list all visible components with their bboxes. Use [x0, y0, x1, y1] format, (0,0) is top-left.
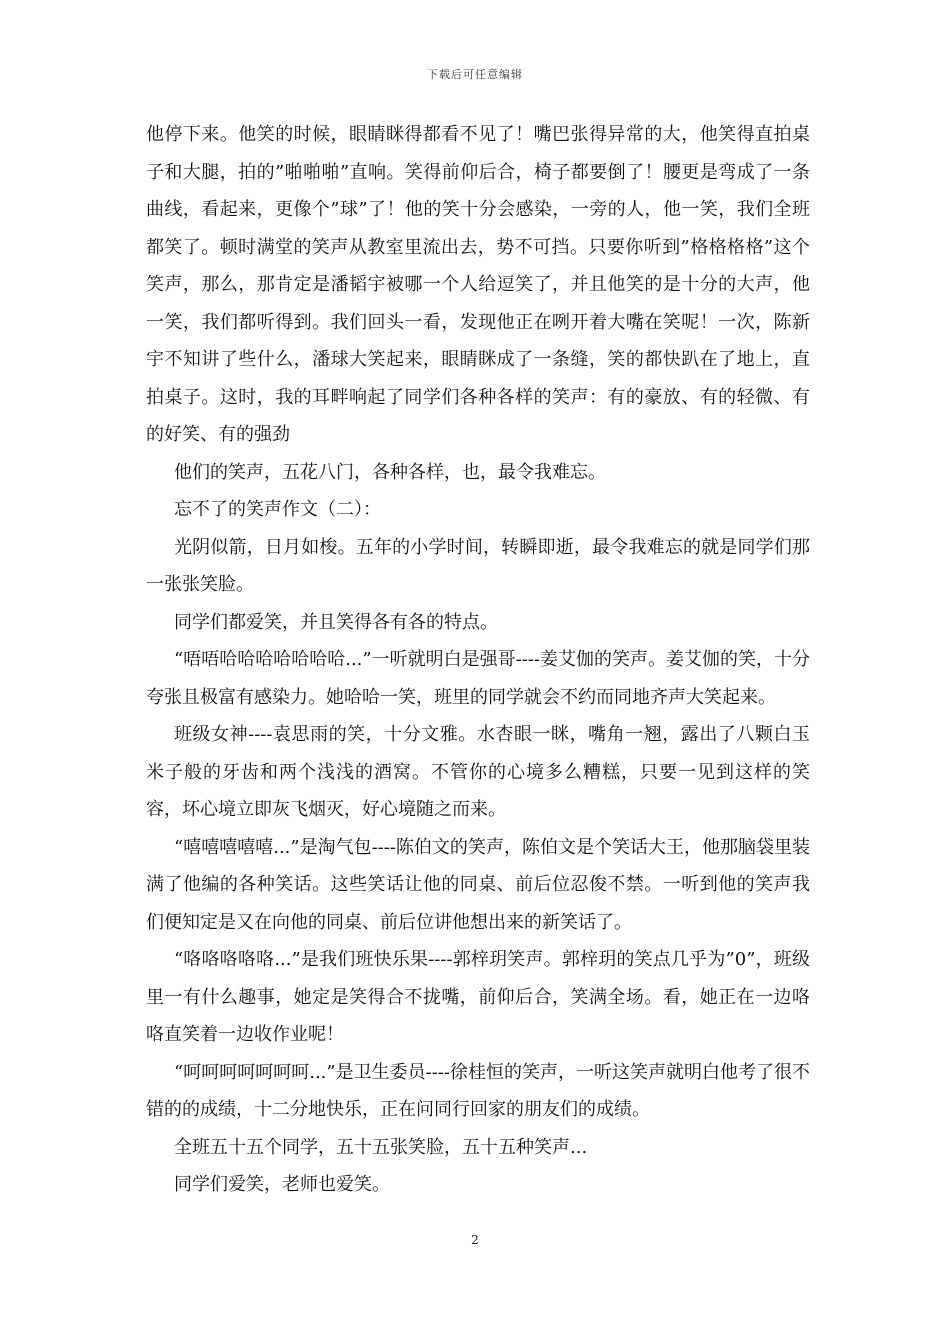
paragraph: “嘻嘻嘻嘻嘻...”是淘气包----陈伯文的笑声，陈伯文是个笑话大王，他那脑袋里装满了他编的各种笑话。这些笑话让他的同桌、前后位忍俊不禁。一听到他的笑声我们便知定是又在向他的同桌、前后位讲他想出来的新笑话了。 [146, 836, 810, 933]
page-number: 2 [471, 1233, 479, 1247]
paragraph: 他停下来。他笑的时候，眼睛眯得都看不见了！嘴巴张得异常的大，他笑得直拍桌子和大腿，拍的”啪啪啪”直响。笑得前仰后合，椅子都要倒了！腰更是弯成了一条曲线，看起来，更像个”球”了！他的笑十分会感染，一旁的人，他一笑，我们全班都笑了。顿时满堂的笑声从教室里流出去，势不可挡。只要你听到”格格格格”这个笑声，那么，那肯定是潘韬宇被哪一个人给逗笑了，并且他笑的是十分的大声，他一笑，我们都听得到。我们回头一看，发现他正在咧开着大嘴在笑呢！一次，陈新宇不知讲了些什么，潘球大笑起来，眼睛眯成了一条缝，笑的都快趴在了地上，直拍桌子。这时，我的耳畔响起了同学们各种各样的笑声：有的豪放、有的轻微、有的好笑、有的强劲 [146, 124, 810, 445]
paragraph: 他们的笑声，五花八门，各种各样，也，最令我难忘。 [174, 461, 606, 483]
section-heading: 忘不了的笑声作文（二）： [174, 499, 381, 520]
paragraph: 同学们都爱笑，并且笑得各有各的特点。 [174, 611, 498, 633]
paragraph: 同学们爱笑，老师也爱笑。 [174, 1174, 390, 1195]
document-body [146, 116, 810, 1204]
page-header: 下载后可任意编辑 [427, 68, 523, 81]
paragraph: “呵呵呵呵呵呵呵...”是卫生委员----徐桂恒的笑声，一听这笑声就明白他考了很不错的的成绩，十二分地快乐，正在问同行回家的朋友们的成绩。 [146, 1061, 810, 1120]
paragraph: 光阴似箭，日月如梭。五年的小学时间，转瞬即逝，最令我难忘的就是同学们那一张张笑脸。 [146, 536, 810, 595]
paragraph: “咯咯咯咯咯...”是我们班快乐果----郭梓玥笑声。郭梓玥的笑点几乎为”0”，班级里一有什么趣事，她定是笑得合不拢嘴，前仰后合，笑满全场。看，她正在一边咯咯直笑着一边收作业呢！ [146, 949, 810, 1045]
paragraph: 全班五十五个同学，五十五张笑脸，五十五种笑声... [174, 1136, 588, 1158]
paragraph: “唔唔哈哈哈哈哈哈哈...”一听就明白是强哥----姜艾伽的笑声。姜艾伽的笑，十分夸张且极富有感染力。她哈哈一笑，班里的同学就会不约而同地齐声大笑起来。 [146, 649, 810, 708]
paragraph: 班级女神----袁思雨的笑，十分文雅。水杏眼一眯，嘴角一翘，露出了八颗白玉米子般的牙齿和两个浅浅的酒窝。不管你的心境多么糟糕，只要一见到这样的笑容，坏心境立即灰飞烟灭，好心境随之而来。 [146, 724, 810, 820]
